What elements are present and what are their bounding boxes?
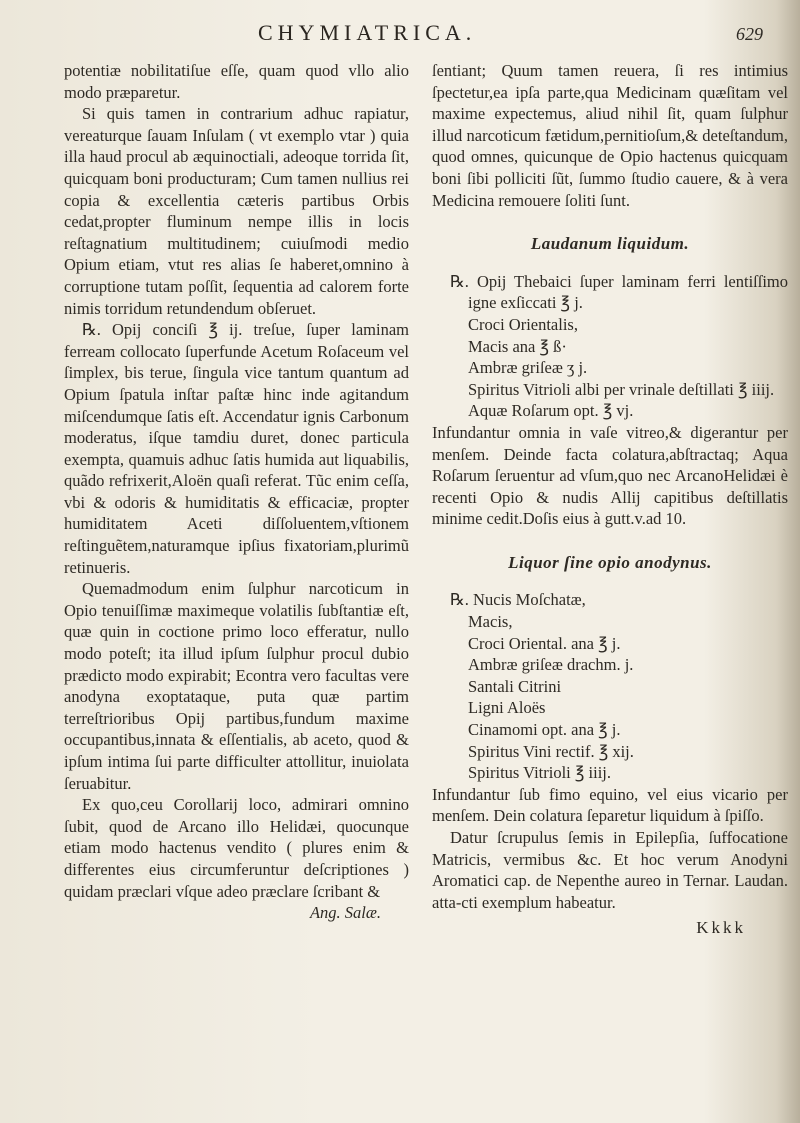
recipe-item: Santali Citrini: [468, 676, 562, 696]
recipe-item: Croci Orientalis,: [468, 314, 578, 334]
paragraph: potentiæ nobilitatiſue eſſe, quam quod vllo alio modo præparetur.: [64, 61, 409, 102]
recipe-item: Macis,: [468, 612, 513, 632]
running-head: CHYMIATRICA.: [258, 20, 477, 45]
paragraph: Si quis tamen in contrarium adhuc rapiatur, vereaturque ſauam Inſulam ( vt exemplo vtar ) quia illa haud procul ab æquinoctiali, adeoque torrida ſit, quicquam boni producturam; Cum tamen nullius rei copia & excellentia cæteris partibus Orbis cedat,propter fluminum nempe illis in locis reſtagnatium multitudinem; cuiuſmodi medio Opium etiam, vtut res alias ſe haberet,omnino à corruptione tutam poſſit, ſequentia ad calorem forte nimis torridum retundendum obſeruet.: [64, 104, 409, 318]
recipe-item: Spiritus Vitrioli ℥ iiij.: [468, 763, 612, 783]
recipe-lead: ℞. Opij Thebaici ſuper laminam ferri lentiſſimo igne exſiccati ℥ j.: [450, 271, 788, 313]
page-header: [0, 14, 800, 54]
recipe-instructions: Infundantur omnia in vaſe vitreo,& digerantur per menſem. Deinde facta colatura,abſtractaq; Aqua Roſarum ſeruentur ad vſum,quo nec ArcanoHelidæi è recenti Opio & nudis Allij capitibus deſtillatis minime cedit.Doſis eius à gutt.v.ad 10.: [432, 422, 788, 529]
page-number: 629: [736, 24, 763, 44]
recipe-title: Liquor ſine opio anodynus.: [508, 552, 712, 572]
left-column: [64, 60, 409, 924]
recipe-lead: ℞. Nucis Moſchatæ,: [450, 590, 586, 610]
recipe-paragraph: ℞. Opij conciſi ℥ ij. treſue, ſuper laminam ferream collocato ſuperfunde Acetum Roſaceum vel ſimplex, bis terue, ſingula vice tantum quantum ad Opium ſpatula inſtar paſtæ hinc inde agitandum miſcendumque ſatis eſt. Accendatur ignis Carbonum moderatus, iſque tamdiu duret, donec particula exempta, quamuis adhuc ſatis humida aut liquabilis, quãdo refrixerit,Aloën quaſi referat. Tũc enim ceſſa, vbi & odoris & humiditatis & efficaciæ, propter humiditatem Aceti diſſoluentem,vſtionem reſtinguẽtem,naturamque ipſius fixatoriam,plurimũ retinueris.: [64, 320, 409, 577]
recipe-item: Spiritus Vitrioli albi per vrinale deſtillati ℥ iiij.: [468, 379, 775, 399]
recipe-item: Aquæ Roſarum opt. ℥ vj.: [468, 401, 634, 421]
recipe-instructions: Infundantur ſub fimo equino, vel eius vicario per menſem. Dein colatura ſeparetur liquidum à ſpiſſo.: [432, 784, 788, 826]
recipe-item: Macis ana ℥ ß·: [468, 336, 567, 356]
recipe-item: Ambræ griſeæ drachm. j.: [468, 655, 634, 675]
recipe-item: Croci Oriental. ana ℥ j.: [468, 633, 621, 653]
recipe-item: Ligni Aloës: [468, 698, 546, 718]
paragraph: Ex quo,ceu Corollarij loco, admirari omnino ſubit, quod de Arcano illo Helidæi, quocunque etiam modo hactenus vendito ( plures enim & differentes eius circumferuntur deſcriptiones ) quidam præclari vſque adeo præclare ſcribant &: [64, 795, 409, 901]
recipe-item: Spiritus Vini rectif. ℥ xij.: [468, 741, 634, 761]
recipe-title: Laudanum liquidum.: [530, 234, 690, 254]
paragraph: ſentiant; Quum tamen reuera, ſi res intimius ſpectetur,ea ipſa parte,qua Medicinam quæſitam vel maxime expectemus, aliud nihil ſit, quam ſulphur illud narcoticum fætidum,pernitioſum,& deteſtandum, quod omnes, quicunque de Opio hactenus quicquam boni ſibi polliciti ſũt, ſummo ſtudio cauere, & à vera Medicina remouere ſoliti ſunt.: [432, 61, 788, 210]
recipe-list: [450, 589, 788, 783]
recipe-item: Cinamomi opt. ana ℥ j.: [468, 720, 621, 740]
signature-mark: Kkkk: [696, 918, 746, 938]
catchword: Ang. Salæ.: [309, 903, 381, 923]
paragraph: Datur ſcrupulus ſemis in Epilepſia, ſuffocatione Matricis, vermibus &c. Et hoc verum Anodyni Aromatici cap. de Nepenthe aureo in Ternar. Laudan. atta-cti exemplum habeatur.: [432, 828, 788, 912]
paragraph: Quemadmodum enim ſulphur narcoticum in Opio tenuiſſimæ maximeque volatilis ſubſtantiæ eſt, quæ quin in coctione primo loco efferatur, nullo modo poteſt; ita illud ipſum ſulphur procul dubio prædicto modo expirabit; Econtra vero facultas vere anodyna exoptataque, puta quæ partim terreſtrioribus Opij partibus,fundum maxime occupantibus,innata & eſſentialis, ab aceto, quod & ipſum intima ſui parte difficulter attollitur, inuiolata ſeruabitur.: [64, 579, 409, 793]
right-column: [432, 60, 788, 939]
recipe-list: [450, 271, 788, 422]
recipe-item: Ambræ griſeæ ʒ j.: [468, 358, 588, 378]
